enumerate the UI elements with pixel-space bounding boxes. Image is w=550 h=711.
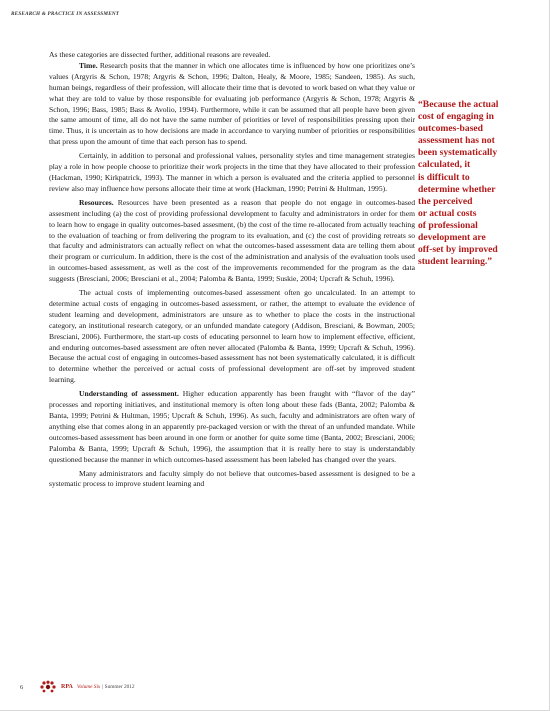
- section-time-paragraph-2: Certainly, in addition to personal and professional values, personality styles and time management strategies play a role in how people choose to prioritize their work projects in the time that they have allocated to their profession (Hackman, 1990; Kirkpatrick, 1993). The manner in which a person is evaluated and the criteria applied to personnel review also may influence how persons allocate their time at work (Hackman, 1990; Petrini & Hultman, 1995).: [49, 151, 415, 193]
- running-head: RESEARCH & PRACTICE IN ASSESSMENT: [11, 11, 120, 17]
- paragraph-text: Higher education apparently has been fraught with “flavor of the day” processes and reporting initiatives, and institutional memory is often long about these fads (Banta, 2002; Palomba & Banta, 1999; Petrini & Hultman, 1995; Upcraft & Schuh, 1996). As such, faculty and administrators are often wary of anything else that comes along in an apparently pre-packaged version or with the threat of an unfunded mandate. While outcomes-based assessment has been around in one form or another for quite some time (Banta, 2002; Bresciani, 2006; Palomba & Banta, 1999; Upcraft & Schuh, 1996), the assumption that it is really here to stay is understandably questioned because the manner in which outcomes-based assessment has been labeled has changed over the years.: [49, 389, 415, 464]
- pull-quote: “Because the actual cost of engaging in outcomes-based assessment has not been systematically calculated, it is difficult to determine whether the perceived or actual costs of professional development are off-set by improved student learning.”: [418, 99, 499, 268]
- page-footer: [20, 680, 135, 694]
- paragraph-text: Research posits that the manner in which one allocates time is influenced by how one prioritizes one’s values (Argyris & Schon, 1978; Argyris & Schon, 1996; Dalton, Healy, & Moore, 1985; Sandeen, 1985). As such, human beings, regardless of their profession, will allocate their time that is devoted to work based on what they value or what they are told to value by those responsible for evaluating job performance (Argyris & Schon, 1978; Argyris & Schon, 1996; Bass, 1985; Bass & Avolio, 1994). Furthermore, while it can be assumed that all people have been given the same amount of time, all do not have the same number of priorities or level of responsibilities pressing upon their time. Thus, it is uncertain as to how decisions are made in accordance to varying number of priorities or responsibilities that press upon the amount of time that each person has to spend.: [49, 60, 415, 147]
- section-understanding-paragraph-2: Many administrators and faculty simply do not believe that outcomes-based assessment is designed to be a systematic process to improve student learning and: [49, 468, 415, 489]
- logo-text: RPA: [61, 684, 73, 690]
- section-heading-understanding: Understanding of assessment.: [79, 389, 179, 399]
- intro-paragraph: As these categories are dissected further, additional reasons are revealed.: [49, 50, 271, 59]
- section-resources-paragraph-1: [49, 198, 415, 285]
- rpa-logo-icon: [38, 680, 58, 694]
- section-resources-paragraph-2: The actual costs of implementing outcomes-based assessment often go uncalculated. In an attempt to determine actual costs of engaging in outcomes-based assessment, or rather, the attempt to evaluate the evidence of student learning and development, administrators are unsure as to whether to place the costs in the instructional category, an institutional research category, or an unfunded mandate category (Addison, Bresciani, & Bowman, 2005; Bresciani, 2006). Furthermore, the start-up costs of educating personnel to learn how to implement effective, efficient, and enduring outcomes-based assessment are often never allocated (Palomba & Banta, 1999; Upcraft & Schuh, 1996). Because the actual cost of engaging in outcomes-based assessment has not been systematically calculated, it is difficult to determine whether the perceived or actual costs of professional development are off-set by improved student learning.: [49, 288, 415, 385]
- section-heading-time: Time.: [79, 60, 98, 70]
- paragraph-text: Resources have been presented as a reason that people do not engage in outcomes-based assesment including (a) the cost of providing professional development to faculty and administrators in order for them to learn how to engage in quality outcomes-based assesment, (b) the cost of the time re-allocated from actually teaching to the evaluation of teaching or from delivering the program to its evaluation, and (c) the cost of providing retreats so that faculty and administrators can actually reflect on what the outcomes-based assessment data are telling them about their program or curriculum. In addition, there is the cost of the administration and analysis of the evaluation tools used in outcomes-based assessment, as well as the cost of the improvements recommended for the program as the data suggests (Bresciani, 2006; Bresciani et al., 2004; Palomba & Banta, 1999; Suskie, 2004; Upcraft & Schuh, 1996).: [49, 197, 415, 284]
- section-heading-resources: Resources.: [79, 197, 114, 207]
- footer-journal: Volume Six: [76, 684, 101, 690]
- section-understanding-paragraph-1: [49, 389, 415, 465]
- article-body: [49, 50, 415, 490]
- page-number: 6: [20, 683, 24, 691]
- footer-date: | Summer 2012: [102, 684, 135, 690]
- section-time-paragraph-1: [49, 61, 415, 148]
